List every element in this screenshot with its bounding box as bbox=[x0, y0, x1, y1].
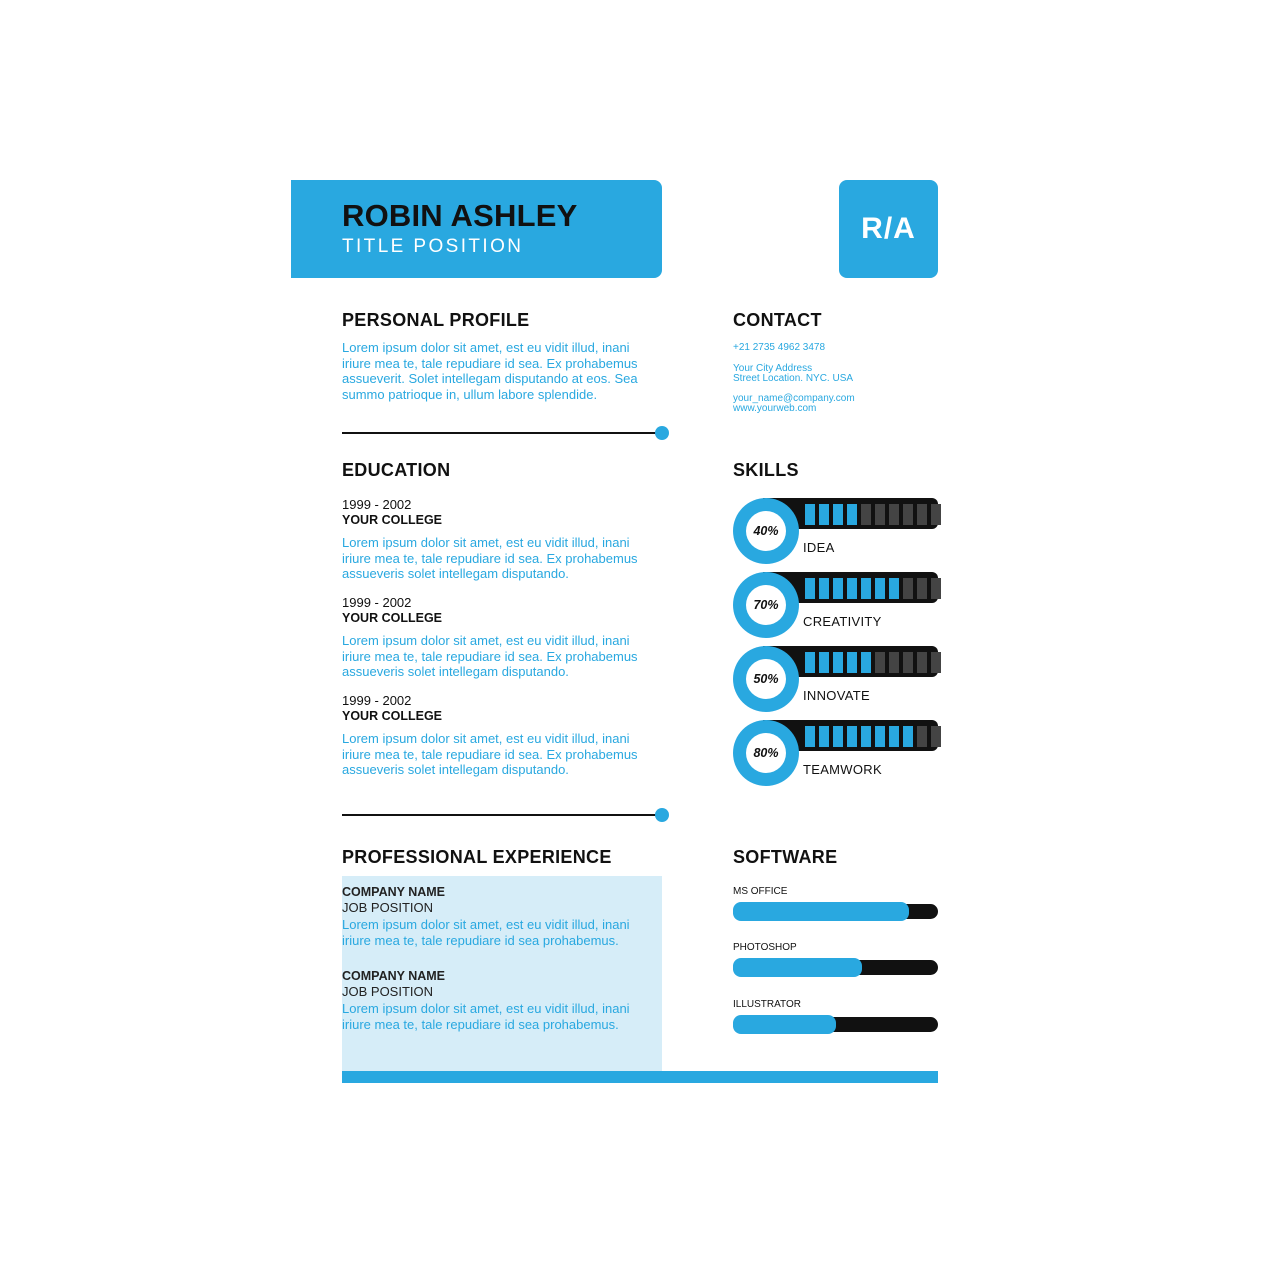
skill-segment-empty bbox=[889, 504, 899, 525]
skill-segment-empty bbox=[875, 652, 885, 673]
skill-segment-filled bbox=[847, 578, 857, 599]
skill-segment-filled bbox=[861, 652, 871, 673]
education-entry bbox=[342, 497, 672, 582]
education-heading: EDUCATION bbox=[342, 460, 451, 480]
skill-segment-filled bbox=[889, 726, 899, 747]
skill-segment-filled bbox=[819, 578, 829, 599]
software-bar-track bbox=[733, 960, 938, 975]
skill-segment-empty bbox=[931, 504, 941, 525]
skill-segment-filled bbox=[805, 578, 815, 599]
education-school: YOUR COLLEGE bbox=[342, 513, 443, 527]
contact-address-line-2: Street Location. NYC. USA bbox=[733, 373, 854, 384]
skill-segment-empty bbox=[889, 652, 899, 673]
divider-dot bbox=[655, 426, 669, 440]
education-years: 1999 - 2002 bbox=[342, 595, 412, 610]
skills-heading: SKILLS bbox=[733, 460, 799, 480]
software-bar-fill bbox=[733, 902, 909, 921]
skill-segment-filled bbox=[847, 652, 857, 673]
profile-line: summo patrioque in, ullum labore splendide. bbox=[342, 386, 598, 402]
skill-segment-empty bbox=[917, 578, 927, 599]
education-school: YOUR COLLEGE bbox=[342, 611, 443, 625]
skill-segment-filled bbox=[889, 578, 899, 599]
experience-description bbox=[342, 1001, 672, 1032]
education-entry bbox=[342, 595, 672, 680]
education-line: Lorem ipsum dolor sit amet, est eu vidit illud, inani bbox=[342, 535, 630, 550]
skill-meter bbox=[733, 572, 943, 638]
profile-heading: PERSONAL PROFILE bbox=[342, 310, 530, 330]
experience-position: JOB POSITION bbox=[342, 984, 434, 999]
skill-segment-filled bbox=[805, 726, 815, 747]
skill-segment-empty bbox=[931, 578, 941, 599]
experience-company: COMPANY NAME bbox=[342, 969, 446, 983]
monogram-logo: R/A bbox=[839, 180, 938, 278]
skill-segment-filled bbox=[833, 578, 843, 599]
education-line: iriure mea te, tale repudiare id sea. Ex prohabemus bbox=[342, 550, 638, 566]
education-line: assueveris solet intellegam disputando. bbox=[342, 762, 569, 777]
section-divider bbox=[342, 814, 662, 816]
skill-segment-empty bbox=[917, 652, 927, 673]
skill-segment-filled bbox=[819, 504, 829, 525]
experience-line: Lorem ipsum dolor sit amet, est eu vidit illud, inani bbox=[342, 1001, 630, 1016]
experience-entry bbox=[342, 885, 672, 948]
skill-label: CREATIVITY bbox=[803, 614, 882, 629]
education-entry bbox=[342, 693, 672, 778]
education-line: Lorem ipsum dolor sit amet, est eu vidit illud, inani bbox=[342, 731, 630, 746]
skill-segment-filled bbox=[833, 652, 843, 673]
education-line: iriure mea te, tale repudiare id sea. Ex prohabemus bbox=[342, 648, 638, 664]
contact-website[interactable]: www.yourweb.com bbox=[733, 403, 817, 414]
software-label: MS OFFICE bbox=[733, 886, 788, 897]
skill-segment-filled bbox=[903, 726, 913, 747]
skill-segment-empty bbox=[903, 578, 913, 599]
skill-ring bbox=[733, 720, 799, 786]
experience-description bbox=[342, 917, 672, 948]
education-school: YOUR COLLEGE bbox=[342, 709, 443, 723]
skill-label: IDEA bbox=[803, 540, 835, 555]
skill-percent: 80% bbox=[746, 733, 786, 773]
skill-segment-filled bbox=[861, 726, 871, 747]
contact-email[interactable]: your_name@company.com bbox=[733, 393, 855, 404]
skill-segment-filled bbox=[847, 504, 857, 525]
skill-label: INNOVATE bbox=[803, 688, 870, 703]
education-line: iriure mea te, tale repudiare id sea. Ex prohabemus bbox=[342, 746, 638, 762]
skill-segment-empty bbox=[931, 652, 941, 673]
profile-text bbox=[342, 340, 672, 402]
skill-segment-empty bbox=[931, 726, 941, 747]
education-line: assueveris solet intellegam disputando. bbox=[342, 566, 569, 581]
skill-segment-filled bbox=[819, 652, 829, 673]
profile-line: iriure mea te, tale repudiare id sea. Ex prohabemus bbox=[342, 355, 638, 371]
education-description bbox=[342, 731, 672, 778]
skill-segment-empty bbox=[875, 504, 885, 525]
experience-line: iriure mea te, tale repudiare id sea prohabemus. bbox=[342, 932, 619, 948]
software-bar-fill bbox=[733, 958, 862, 977]
education-description bbox=[342, 535, 672, 582]
contact-heading: CONTACT bbox=[733, 310, 822, 330]
education-line: assueveris solet intellegam disputando. bbox=[342, 664, 569, 679]
experience-position: JOB POSITION bbox=[342, 900, 434, 915]
software-bar-track bbox=[733, 1017, 938, 1032]
skill-segment-filled bbox=[875, 578, 885, 599]
education-years: 1999 - 2002 bbox=[342, 497, 412, 512]
title-position: TITLE POSITION bbox=[342, 236, 524, 257]
software-label: ILLUSTRATOR bbox=[733, 999, 801, 1010]
skill-percent: 40% bbox=[746, 511, 786, 551]
skill-meter bbox=[733, 646, 943, 712]
profile-line: Lorem ipsum dolor sit amet, est eu vidit illud, inani bbox=[342, 340, 630, 355]
skill-segment-filled bbox=[819, 726, 829, 747]
skill-ring bbox=[733, 498, 799, 564]
education-description bbox=[342, 633, 672, 680]
skill-percent: 50% bbox=[746, 659, 786, 699]
skill-ring bbox=[733, 646, 799, 712]
skill-segment-filled bbox=[875, 726, 885, 747]
skill-segment-filled bbox=[833, 726, 843, 747]
skill-segment-empty bbox=[917, 726, 927, 747]
experience-line: Lorem ipsum dolor sit amet, est eu vidit illud, inani bbox=[342, 917, 630, 932]
skill-ring bbox=[733, 572, 799, 638]
section-divider bbox=[342, 432, 662, 434]
skill-segment-filled bbox=[833, 504, 843, 525]
experience-entry bbox=[342, 969, 672, 1032]
profile-line: assueverit. Solet intellegam disputando at eos. Sea bbox=[342, 371, 638, 386]
education-line: Lorem ipsum dolor sit amet, est eu vidit illud, inani bbox=[342, 633, 630, 648]
skill-segment-empty bbox=[861, 504, 871, 525]
experience-line: iriure mea te, tale repudiare id sea prohabemus. bbox=[342, 1016, 619, 1032]
software-label: PHOTOSHOP bbox=[733, 942, 797, 953]
skill-segment-empty bbox=[903, 504, 913, 525]
experience-company: COMPANY NAME bbox=[342, 885, 446, 899]
software-heading: SOFTWARE bbox=[733, 847, 838, 867]
skill-segment-filled bbox=[847, 726, 857, 747]
skill-percent: 70% bbox=[746, 585, 786, 625]
full-name: ROBIN ASHLEY bbox=[342, 198, 578, 233]
skill-segment-filled bbox=[805, 652, 815, 673]
contact-phone: +21 2735 4962 3478 bbox=[733, 342, 826, 353]
software-bar-fill bbox=[733, 1015, 836, 1034]
software-bar-track bbox=[733, 904, 938, 919]
skill-segment-filled bbox=[861, 578, 871, 599]
contact-address-line-1: Your City Address bbox=[733, 363, 813, 374]
skill-segment-empty bbox=[903, 652, 913, 673]
skill-segment-filled bbox=[805, 504, 815, 525]
footer-accent-bar bbox=[342, 1071, 938, 1083]
experience-heading: PROFESSIONAL EXPERIENCE bbox=[342, 847, 612, 867]
skill-meter bbox=[733, 498, 943, 564]
skill-label: TEAMWORK bbox=[803, 762, 882, 777]
divider-dot bbox=[655, 808, 669, 822]
skill-meter bbox=[733, 720, 943, 786]
education-years: 1999 - 2002 bbox=[342, 693, 412, 708]
skill-segment-empty bbox=[917, 504, 927, 525]
